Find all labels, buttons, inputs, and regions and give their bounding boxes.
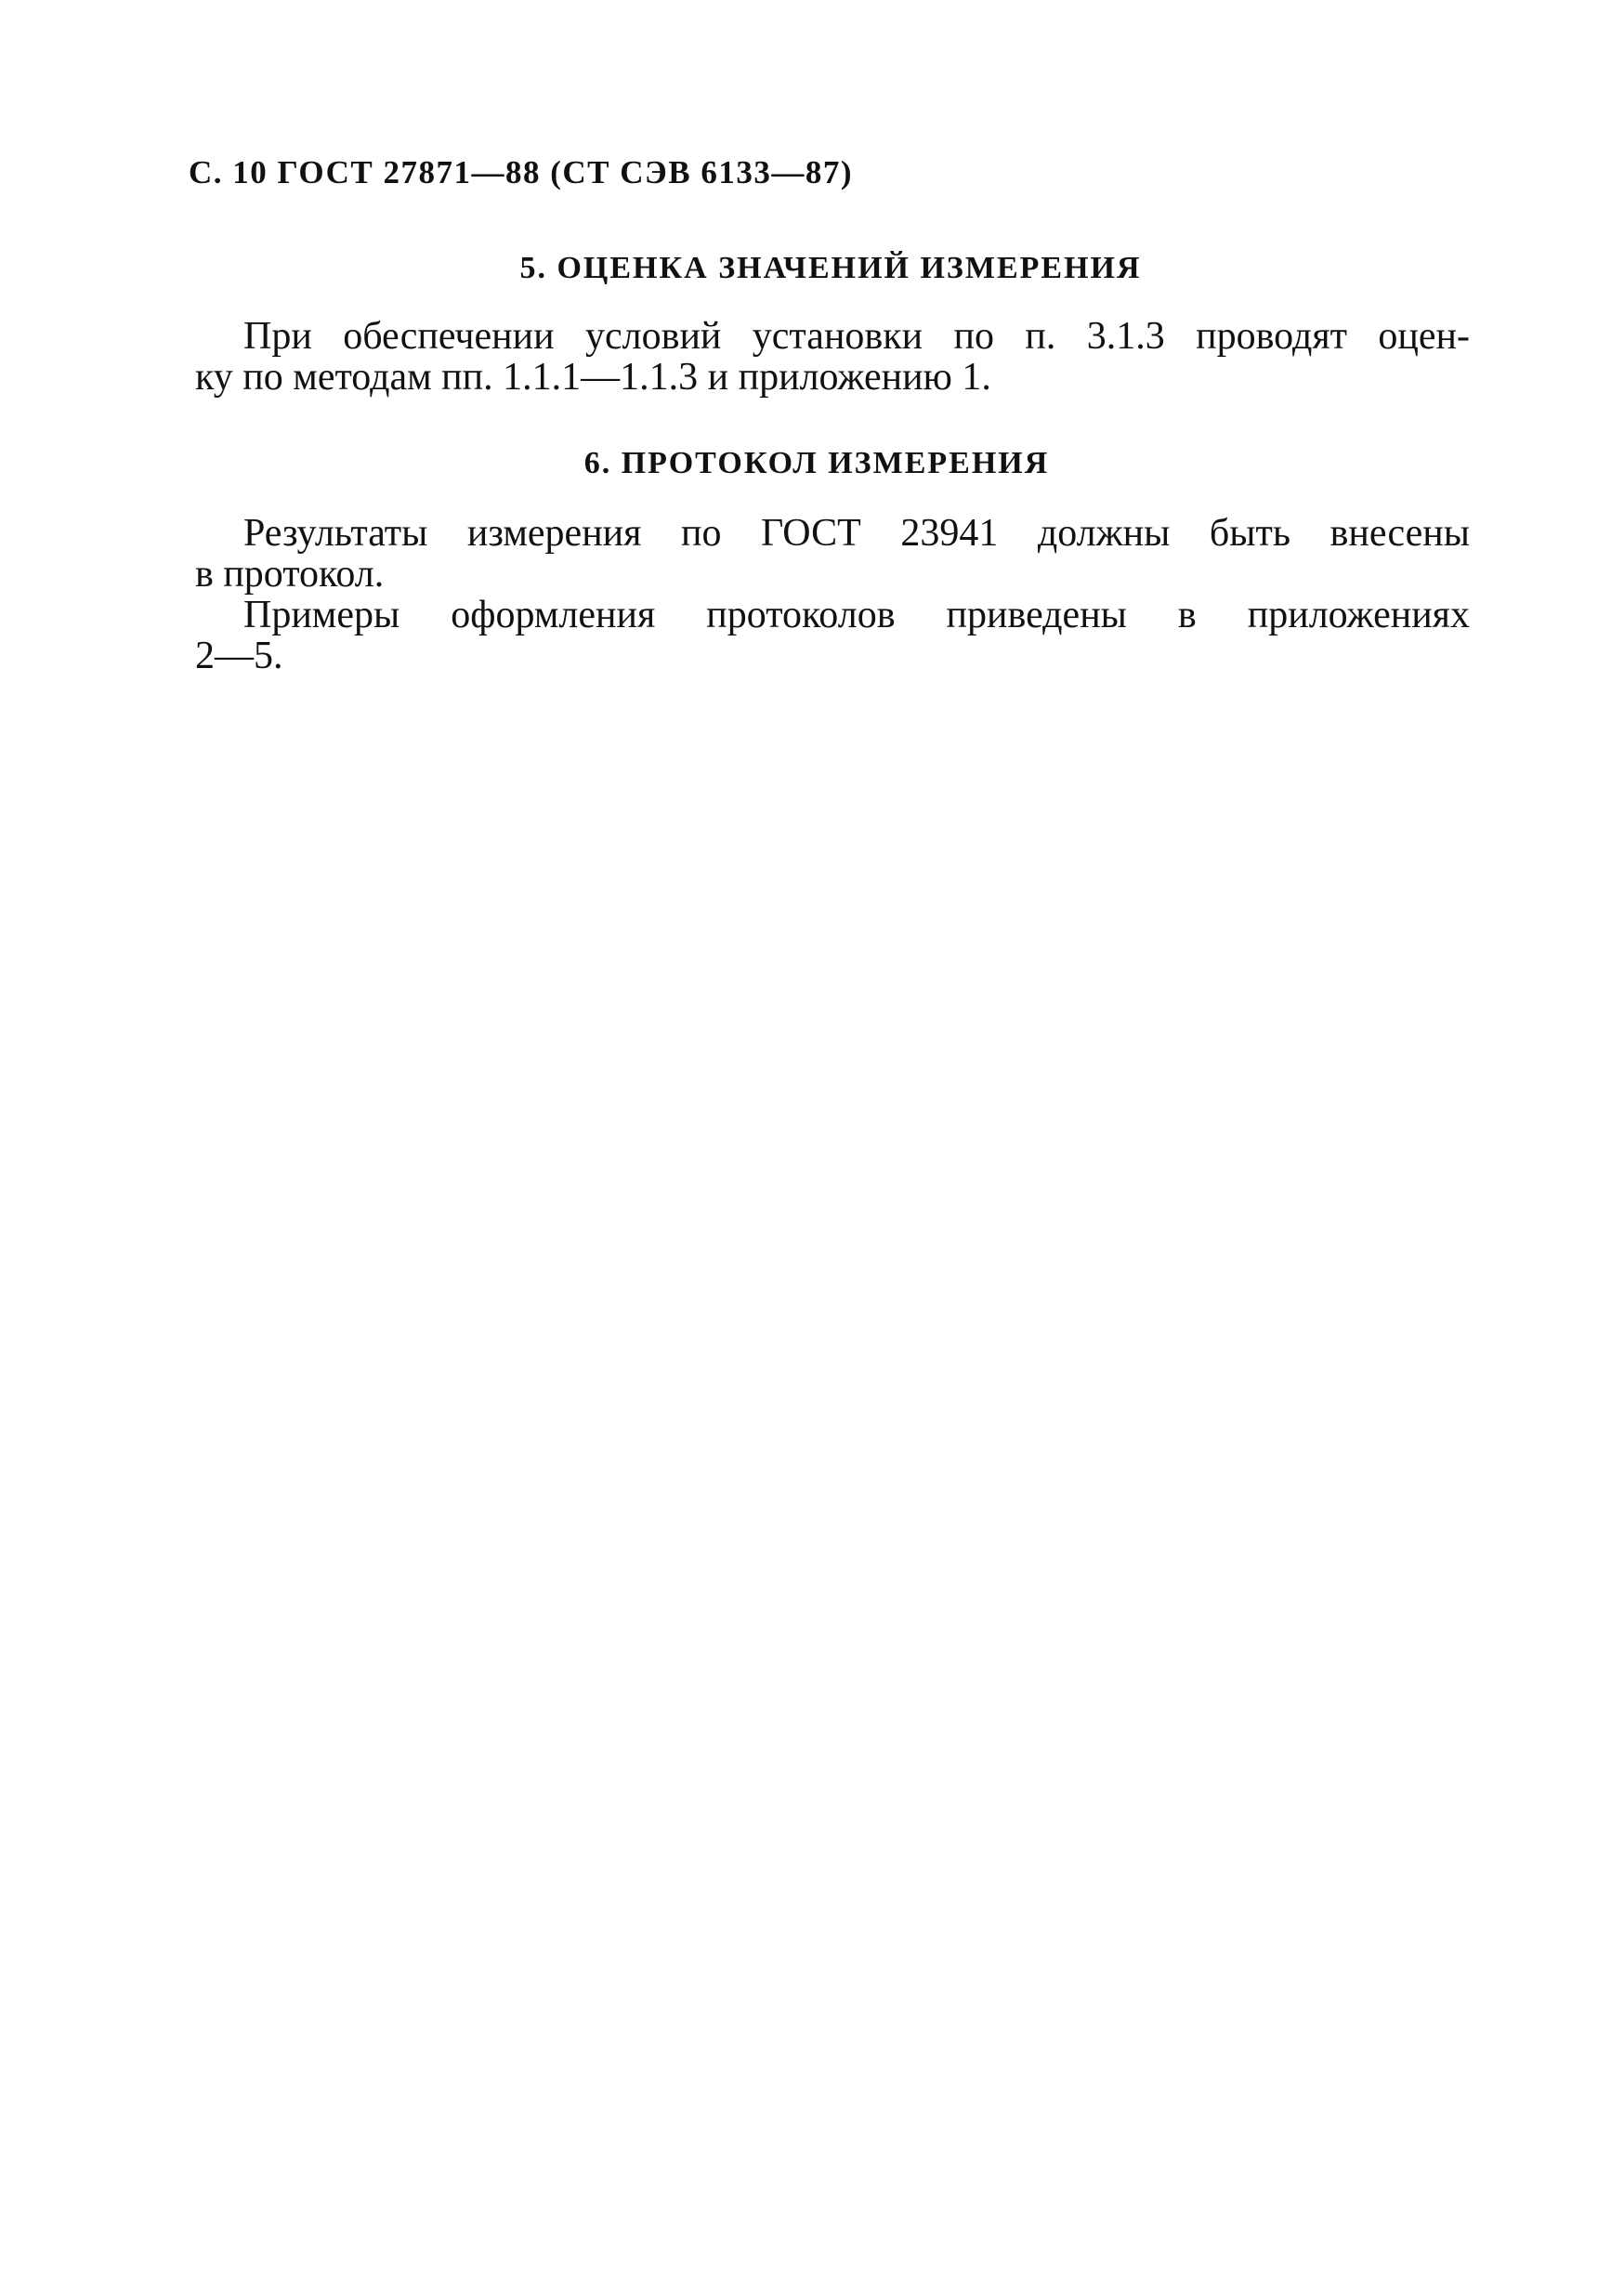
paragraph-line: ку по методам пп. 1.1.1—1.1.3 и приложению 1. bbox=[195, 356, 991, 399]
paragraph-line: При обеспечении условий установки по п. 3.1.3 проводят оцен- bbox=[243, 315, 1470, 358]
paragraph-examples bbox=[195, 595, 1470, 676]
paragraph-results bbox=[195, 513, 1470, 595]
running-header: С. 10 ГОСТ 27871—88 (СТ СЭВ 6133—87) bbox=[189, 154, 853, 190]
paragraph-line: Примеры оформления протоколов приведены в приложениях bbox=[243, 594, 1470, 636]
section-heading-5: 5. ОЦЕНКА ЗНАЧЕНИЙ ИЗМЕРЕНИЯ bbox=[519, 251, 1142, 285]
paragraph-line: Результаты измерения по ГОСТ 23941 должны быть внесены bbox=[243, 512, 1470, 555]
paragraph-line: 2—5. bbox=[195, 635, 283, 677]
paragraph-evaluation bbox=[195, 316, 1470, 398]
paragraph-line: в протокол. bbox=[195, 553, 385, 596]
section-heading-6: 6. ПРОТОКОЛ ИЗМЕРЕНИЯ bbox=[583, 446, 1050, 480]
